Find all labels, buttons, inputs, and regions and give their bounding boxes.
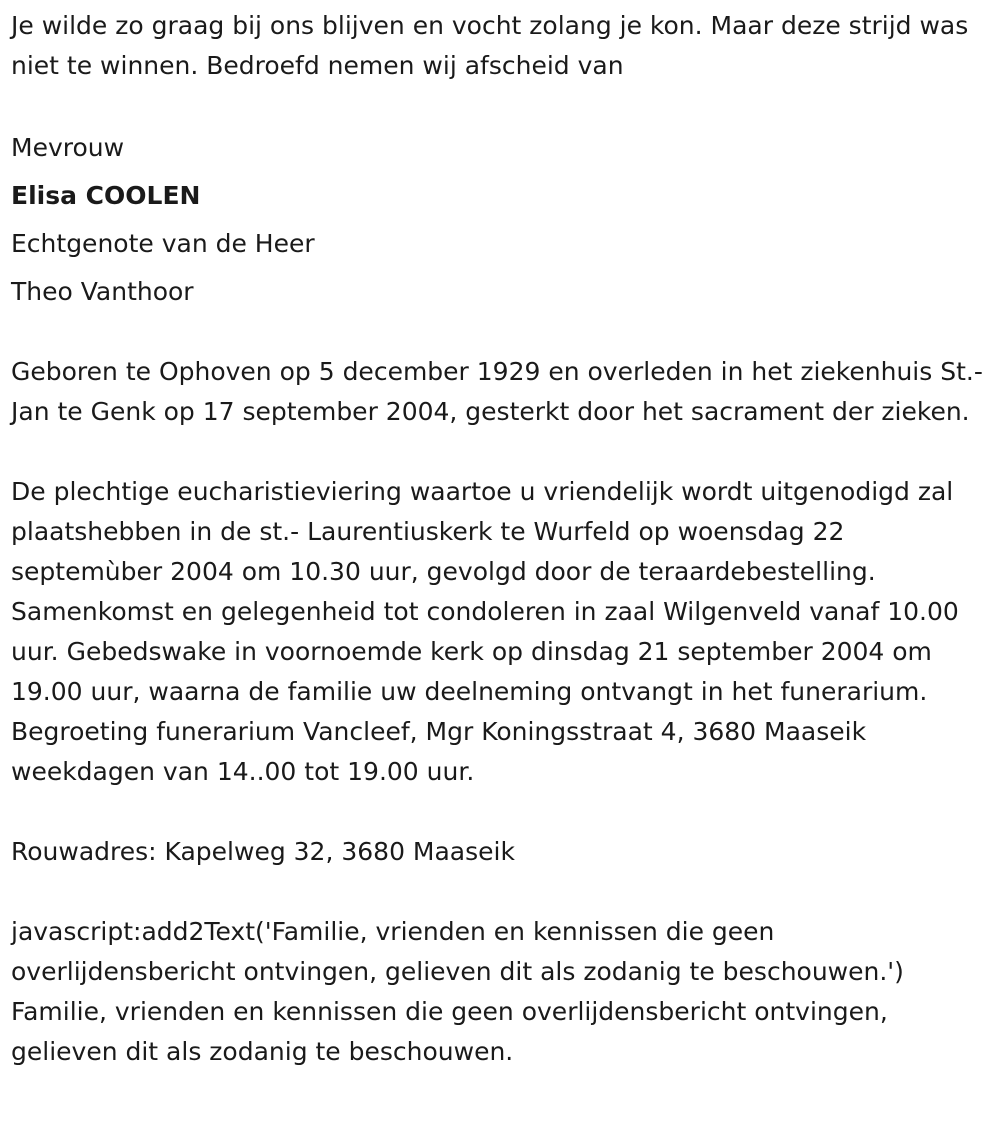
birth-death-paragraph: Geboren te Ophoven op 5 december 1929 en overleden in het ziekenhuis St.- Jan te Genk op 17 september 2004, gesterkt door het sacrament der zieken. <box>11 357 983 426</box>
service-paragraph: De plechtige eucharistieviering waartoe u vriendelijk wordt uitgenodigd zal plaatshebben in de st.- Laurentiuskerk te Wurfeld op woensdag 22 septemùber 2004 om 10.30 uur, gevolgd door de teraardebestelling. Samenkomst en gelegenheid tot condoleren in zaal Wilgenveld vanaf 10.00 uur. Gebedswake in voornoemde kerk op dinsdag 21 september 2004 om 19.00 uur, waarna de familie uw deelneming ontvangt in het funerarium. Begroeting funerarium Vancleef, Mgr Koningsstraat 4, 3680 Maaseik weekdagen van 14..00 tot 19.00 uur. <box>11 477 959 786</box>
family-notice-paragraph: javascript:add2Text('Familie, vrienden en kennissen die geen overlijdensbericht ontvingen, gelieven dit als zodanig te beschouwen.') Familie, vrienden en kennissen die geen overlijdensbericht ontvingen, gelieven dit als zodanig te beschouwen. <box>11 917 904 1066</box>
honorific: Mevrouw <box>11 133 125 162</box>
relation-line: Echtgenote van de Heer <box>11 229 315 258</box>
deceased-name: Elisa COOLEN <box>11 181 201 210</box>
intro-paragraph: Je wilde zo graag bij ons blijven en vocht zolang je kon. Maar deze strijd was niet te winnen. Bedroefd nemen wij afscheid van <box>11 11 969 80</box>
mourning-address: Rouwadres: Kapelweg 32, 3680 Maaseik <box>11 837 515 866</box>
obituary-notice <box>11 6 991 1072</box>
spouse-name: Theo Vanthoor <box>11 277 194 306</box>
